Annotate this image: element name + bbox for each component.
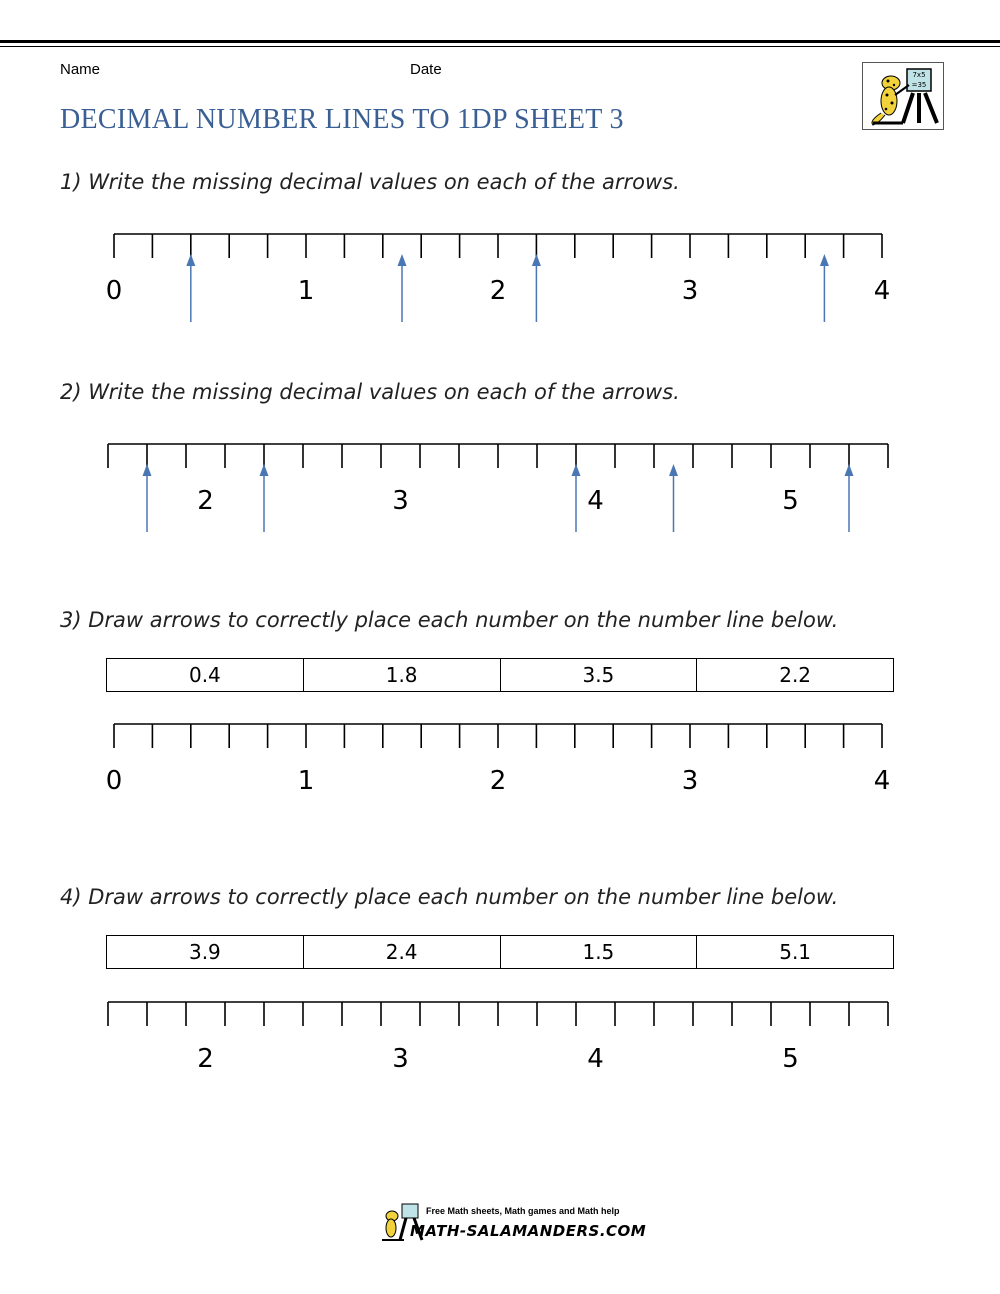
number-line-1-svg xyxy=(0,220,1000,330)
footer-brand: MATH-SALAMANDERS.COM xyxy=(410,1222,647,1240)
values-table-3 xyxy=(106,658,894,692)
number-line-label: 3 xyxy=(681,766,699,796)
number-line-label: 4 xyxy=(587,486,604,516)
number-line-label: 5 xyxy=(782,1044,799,1074)
number-line-4-svg xyxy=(0,988,1000,1098)
top-rule xyxy=(0,40,1000,43)
value-cell: 2.2 xyxy=(697,659,894,692)
number-line-label: 4 xyxy=(587,1044,604,1074)
answer-arrow[interactable] xyxy=(186,254,195,322)
number-line-label: 1 xyxy=(297,766,315,796)
number-line-1 xyxy=(0,220,1000,330)
number-line-label: 3 xyxy=(681,276,699,306)
number-line-label: 3 xyxy=(392,1044,409,1074)
date-label: Date xyxy=(410,61,442,78)
value-cell: 2.4 xyxy=(303,936,500,969)
number-line-label: 1 xyxy=(297,276,315,306)
footer-logo xyxy=(380,1200,647,1246)
name-label: Name xyxy=(60,61,101,78)
answer-arrow[interactable] xyxy=(532,254,541,322)
number-line-3-svg xyxy=(0,710,1000,820)
svg-text:=35: =35 xyxy=(911,81,927,89)
value-cell: 5.1 xyxy=(697,936,894,969)
number-line-2 xyxy=(0,430,1000,540)
answer-arrow[interactable] xyxy=(143,464,152,532)
values-table-4 xyxy=(106,935,894,969)
number-line-label: 2 xyxy=(197,486,214,516)
number-line-label: 5 xyxy=(782,486,799,516)
top-rule-thin xyxy=(0,46,1000,47)
number-line-label: 2 xyxy=(489,276,507,306)
number-line-label: 4 xyxy=(873,766,891,796)
value-cell: 1.8 xyxy=(303,659,500,692)
number-line-label: 3 xyxy=(392,486,409,516)
number-line-label: 2 xyxy=(197,1044,214,1074)
footer-tagline: Free Math sheets, Math games and Math help xyxy=(426,1206,620,1216)
answer-arrow[interactable] xyxy=(398,254,407,322)
logo xyxy=(862,62,944,130)
answer-arrow[interactable] xyxy=(572,464,581,532)
number-line-label: 0 xyxy=(105,766,123,796)
answer-arrow[interactable] xyxy=(820,254,829,322)
salamander-easel-icon xyxy=(863,63,943,129)
question-3-prompt: 3) Draw arrows to correctly place each number on the number line below. xyxy=(60,608,839,632)
number-line-4 xyxy=(0,988,1000,1098)
value-cell: 0.4 xyxy=(107,659,304,692)
value-cell: 3.9 xyxy=(107,936,304,969)
number-line-label: 0 xyxy=(105,276,123,306)
number-line-label: 4 xyxy=(873,276,891,306)
number-line-2-svg xyxy=(0,430,1000,540)
number-line-label: 2 xyxy=(489,766,507,796)
question-1-prompt: 1) Write the missing decimal values on each of the arrows. xyxy=(60,170,680,194)
value-cell: 3.5 xyxy=(500,659,697,692)
answer-arrow[interactable] xyxy=(845,464,854,532)
answer-arrow[interactable] xyxy=(669,464,678,532)
answer-arrow[interactable] xyxy=(260,464,269,532)
question-2-prompt: 2) Write the missing decimal values on each of the arrows. xyxy=(60,380,680,404)
svg-text:7x5: 7x5 xyxy=(912,71,926,79)
number-line-3 xyxy=(0,710,1000,820)
page-title: DECIMAL NUMBER LINES TO 1DP SHEET 3 xyxy=(60,104,624,135)
question-4-prompt: 4) Draw arrows to correctly place each number on the number line below. xyxy=(60,885,839,909)
value-cell: 1.5 xyxy=(500,936,697,969)
